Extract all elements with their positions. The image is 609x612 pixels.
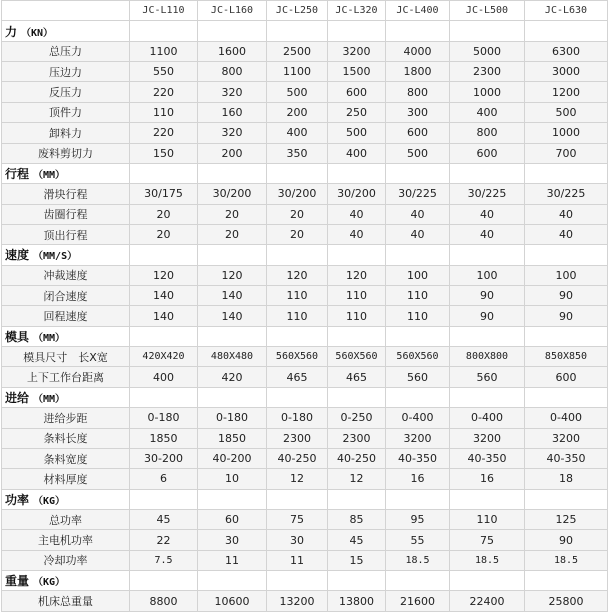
- value-cell: 10600: [198, 591, 267, 611]
- value-cell: 3000: [525, 62, 608, 82]
- value-cell: 800: [198, 62, 267, 82]
- value-cell: 100: [450, 265, 525, 285]
- row-label: 顶件力: [2, 102, 130, 122]
- value-cell: 25800: [525, 591, 608, 611]
- value-cell: 220: [130, 82, 198, 102]
- value-cell: 30/225: [450, 184, 525, 204]
- model-header: JC-L250: [267, 1, 328, 21]
- value-cell: 550: [130, 62, 198, 82]
- section-header-row: [2, 245, 608, 265]
- section-blank-cell: [328, 245, 386, 265]
- value-cell: 800: [386, 82, 450, 102]
- spec-row: [2, 224, 608, 244]
- value-cell: 140: [130, 286, 198, 306]
- section-unit: （KG）: [33, 577, 66, 589]
- value-cell: 90: [525, 530, 608, 550]
- section-unit: （MM）: [33, 394, 66, 405]
- value-cell: 320: [198, 82, 267, 102]
- model-header: JC-L500: [450, 1, 525, 21]
- value-cell: 110: [386, 306, 450, 326]
- value-cell: 30/200: [198, 184, 267, 204]
- section-blank-cell: [267, 326, 328, 346]
- value-cell: 350: [267, 143, 328, 163]
- section-blank-cell: [525, 387, 608, 407]
- value-cell: 140: [198, 306, 267, 326]
- section-blank-cell: [198, 571, 267, 591]
- section-unit: （KN）: [21, 27, 54, 39]
- section-blank-cell: [198, 245, 267, 265]
- value-cell: 400: [130, 367, 198, 387]
- value-cell: 10: [198, 469, 267, 489]
- section-blank-cell: [386, 326, 450, 346]
- value-cell: 400: [267, 123, 328, 143]
- value-cell: 75: [267, 509, 328, 529]
- value-cell: 320: [198, 123, 267, 143]
- section-header-row: [2, 163, 608, 183]
- value-cell: 45: [328, 530, 386, 550]
- value-cell: 1100: [130, 41, 198, 61]
- value-cell: 7.5: [130, 550, 198, 570]
- value-cell: 95: [386, 509, 450, 529]
- value-cell: 0-400: [450, 408, 525, 428]
- value-cell: 18.5: [525, 550, 608, 570]
- value-cell: 30: [198, 530, 267, 550]
- spec-row: [2, 448, 608, 468]
- row-label: 废料剪切力: [2, 143, 130, 163]
- spec-row: [2, 408, 608, 428]
- spec-row: [2, 123, 608, 143]
- value-cell: 3200: [328, 41, 386, 61]
- section-blank-cell: [386, 489, 450, 509]
- value-cell: 16: [450, 469, 525, 489]
- value-cell: 3200: [450, 428, 525, 448]
- row-label: 总压力: [2, 41, 130, 61]
- section-title: [2, 489, 130, 509]
- value-cell: 125: [525, 509, 608, 529]
- row-label: 冲裁速度: [2, 265, 130, 285]
- section-blank-cell: [450, 163, 525, 183]
- value-cell: 20: [198, 204, 267, 224]
- value-cell: 560: [450, 367, 525, 387]
- row-label: 上下工作台距离: [2, 367, 130, 387]
- section-blank-cell: [130, 326, 198, 346]
- row-label: 进给步距: [2, 408, 130, 428]
- section-title: [2, 163, 130, 183]
- section-header-row: [2, 21, 608, 41]
- spec-row: [2, 102, 608, 122]
- section-header-row: [2, 489, 608, 509]
- section-blank-cell: [198, 326, 267, 346]
- section-blank-cell: [328, 163, 386, 183]
- section-blank-cell: [386, 387, 450, 407]
- value-cell: 18: [525, 469, 608, 489]
- value-cell: 600: [525, 367, 608, 387]
- value-cell: 0-180: [198, 408, 267, 428]
- section-blank-cell: [525, 489, 608, 509]
- section-blank-cell: [450, 21, 525, 41]
- value-cell: 30/225: [386, 184, 450, 204]
- section-blank-cell: [267, 21, 328, 41]
- value-cell: 20: [130, 204, 198, 224]
- value-cell: 30/225: [525, 184, 608, 204]
- value-cell: 4000: [386, 41, 450, 61]
- section-blank-cell: [130, 489, 198, 509]
- value-cell: 150: [130, 143, 198, 163]
- row-label: 顶出行程: [2, 224, 130, 244]
- spec-table: [1, 0, 608, 612]
- section-title: [2, 387, 130, 407]
- value-cell: 18.5: [386, 550, 450, 570]
- spec-row: [2, 367, 608, 387]
- value-cell: 30-200: [130, 448, 198, 468]
- section-title: [2, 21, 130, 41]
- value-cell: 90: [525, 286, 608, 306]
- spec-row: [2, 265, 608, 285]
- section-title: [2, 245, 130, 265]
- value-cell: 110: [267, 306, 328, 326]
- row-label: 模具尺寸 长X宽: [2, 347, 130, 367]
- value-cell: 400: [450, 102, 525, 122]
- value-cell: 300: [386, 102, 450, 122]
- spec-row: [2, 204, 608, 224]
- section-blank-cell: [328, 387, 386, 407]
- value-cell: 120: [328, 265, 386, 285]
- section-blank-cell: [328, 489, 386, 509]
- value-cell: 40: [450, 224, 525, 244]
- section-blank-cell: [328, 326, 386, 346]
- value-cell: 250: [328, 102, 386, 122]
- value-cell: 11: [198, 550, 267, 570]
- value-cell: 11: [267, 550, 328, 570]
- row-label: 滑块行程: [2, 184, 130, 204]
- section-blank-cell: [450, 387, 525, 407]
- value-cell: 420: [198, 367, 267, 387]
- value-cell: 120: [130, 265, 198, 285]
- row-label: 冷却功率: [2, 550, 130, 570]
- section-unit: （KG）: [33, 495, 66, 507]
- section-blank-cell: [386, 571, 450, 591]
- section-header-row: [2, 387, 608, 407]
- model-header: JC-L630: [525, 1, 608, 21]
- value-cell: 1500: [328, 62, 386, 82]
- value-cell: 12: [267, 469, 328, 489]
- value-cell: 75: [450, 530, 525, 550]
- section-blank-cell: [386, 21, 450, 41]
- section-blank-cell: [450, 489, 525, 509]
- section-blank-cell: [267, 489, 328, 509]
- value-cell: 40-250: [267, 448, 328, 468]
- section-blank-cell: [525, 21, 608, 41]
- value-cell: 110: [328, 306, 386, 326]
- value-cell: 800: [450, 123, 525, 143]
- spec-row: [2, 550, 608, 570]
- row-label: 主电机功率: [2, 530, 130, 550]
- value-cell: 600: [450, 143, 525, 163]
- value-cell: 110: [386, 286, 450, 306]
- value-cell: 40-250: [328, 448, 386, 468]
- row-label: 卸料力: [2, 123, 130, 143]
- value-cell: 12: [328, 469, 386, 489]
- value-cell: 2300: [328, 428, 386, 448]
- section-blank-cell: [198, 163, 267, 183]
- section-unit: （MM）: [33, 170, 66, 182]
- model-header: JC-L320: [328, 1, 386, 21]
- spec-row: [2, 41, 608, 61]
- section-title: [2, 326, 130, 346]
- value-cell: 700: [525, 143, 608, 163]
- value-cell: 3200: [386, 428, 450, 448]
- spec-row: [2, 347, 608, 367]
- value-cell: 40: [386, 224, 450, 244]
- row-label: 条料长度: [2, 428, 130, 448]
- value-cell: 40-350: [525, 448, 608, 468]
- section-blank-cell: [525, 571, 608, 591]
- value-cell: 0-250: [328, 408, 386, 428]
- value-cell: 85: [328, 509, 386, 529]
- value-cell: 90: [450, 286, 525, 306]
- value-cell: 200: [198, 143, 267, 163]
- value-cell: 3200: [525, 428, 608, 448]
- value-cell: 40: [386, 204, 450, 224]
- value-cell: 20: [267, 224, 328, 244]
- value-cell: 45: [130, 509, 198, 529]
- section-blank-cell: [450, 245, 525, 265]
- value-cell: 2300: [450, 62, 525, 82]
- spec-row: [2, 591, 608, 611]
- section-title-text: 重量: [5, 574, 30, 589]
- section-title-text: 功率: [5, 492, 30, 507]
- value-cell: 200: [267, 102, 328, 122]
- value-cell: 40-350: [450, 448, 525, 468]
- spec-row: [2, 469, 608, 489]
- value-cell: 1100: [267, 62, 328, 82]
- value-cell: 160: [198, 102, 267, 122]
- value-cell: 500: [267, 82, 328, 102]
- row-label: 总功率: [2, 509, 130, 529]
- value-cell: 5000: [450, 41, 525, 61]
- model-header: JC-L110: [130, 1, 198, 21]
- row-label: 齿圈行程: [2, 204, 130, 224]
- value-cell: 30: [267, 530, 328, 550]
- value-cell: 20: [267, 204, 328, 224]
- value-cell: 40: [525, 224, 608, 244]
- value-cell: 420X420: [130, 347, 198, 367]
- value-cell: 18.5: [450, 550, 525, 570]
- spec-row: [2, 306, 608, 326]
- value-cell: 1000: [525, 123, 608, 143]
- value-cell: 465: [267, 367, 328, 387]
- spec-table-body: [2, 1, 608, 612]
- value-cell: 1200: [525, 82, 608, 102]
- value-cell: 40: [450, 204, 525, 224]
- header-corner: [2, 1, 130, 21]
- section-header-row: [2, 571, 608, 591]
- value-cell: 100: [386, 265, 450, 285]
- value-cell: 40-200: [198, 448, 267, 468]
- value-cell: 600: [386, 123, 450, 143]
- value-cell: 15: [328, 550, 386, 570]
- row-label: 反压力: [2, 82, 130, 102]
- value-cell: 20: [198, 224, 267, 244]
- section-title-text: 力: [5, 24, 18, 39]
- value-cell: 55: [386, 530, 450, 550]
- value-cell: 110: [328, 286, 386, 306]
- value-cell: 0-180: [130, 408, 198, 428]
- value-cell: 1000: [450, 82, 525, 102]
- value-cell: 40: [525, 204, 608, 224]
- value-cell: 1850: [198, 428, 267, 448]
- value-cell: 40: [328, 204, 386, 224]
- value-cell: 110: [267, 286, 328, 306]
- section-blank-cell: [198, 489, 267, 509]
- section-blank-cell: [450, 326, 525, 346]
- value-cell: 22400: [450, 591, 525, 611]
- section-blank-cell: [386, 163, 450, 183]
- section-unit: （MM/S）: [33, 251, 78, 263]
- value-cell: 140: [130, 306, 198, 326]
- section-blank-cell: [130, 21, 198, 41]
- value-cell: 6300: [525, 41, 608, 61]
- value-cell: 465: [328, 367, 386, 387]
- value-cell: 0-400: [525, 408, 608, 428]
- value-cell: 480X480: [198, 347, 267, 367]
- section-blank-cell: [198, 387, 267, 407]
- section-title: [2, 571, 130, 591]
- section-blank-cell: [328, 21, 386, 41]
- value-cell: 2500: [267, 41, 328, 61]
- value-cell: 120: [198, 265, 267, 285]
- section-blank-cell: [525, 245, 608, 265]
- value-cell: 500: [386, 143, 450, 163]
- section-blank-cell: [386, 245, 450, 265]
- section-blank-cell: [267, 387, 328, 407]
- section-title-text: 行程: [5, 167, 30, 182]
- row-label: 机床总重量: [2, 591, 130, 611]
- value-cell: 100: [525, 265, 608, 285]
- value-cell: 560X560: [267, 347, 328, 367]
- value-cell: 110: [130, 102, 198, 122]
- value-cell: 500: [328, 123, 386, 143]
- section-blank-cell: [328, 571, 386, 591]
- section-blank-cell: [267, 163, 328, 183]
- value-cell: 21600: [386, 591, 450, 611]
- value-cell: 90: [525, 306, 608, 326]
- value-cell: 40: [328, 224, 386, 244]
- value-cell: 30/175: [130, 184, 198, 204]
- row-label: 条料宽度: [2, 448, 130, 468]
- value-cell: 850X850: [525, 347, 608, 367]
- spec-row: [2, 184, 608, 204]
- value-cell: 500: [525, 102, 608, 122]
- section-blank-cell: [130, 387, 198, 407]
- value-cell: 40-350: [386, 448, 450, 468]
- value-cell: 20: [130, 224, 198, 244]
- value-cell: 560X560: [386, 347, 450, 367]
- row-label: 闭合速度: [2, 286, 130, 306]
- value-cell: 1800: [386, 62, 450, 82]
- section-blank-cell: [267, 571, 328, 591]
- section-blank-cell: [267, 245, 328, 265]
- value-cell: 140: [198, 286, 267, 306]
- section-blank-cell: [525, 163, 608, 183]
- section-unit: （MM）: [33, 332, 66, 344]
- spec-row: [2, 286, 608, 306]
- section-blank-cell: [525, 326, 608, 346]
- value-cell: 2300: [267, 428, 328, 448]
- value-cell: 0-400: [386, 408, 450, 428]
- spec-row: [2, 62, 608, 82]
- value-cell: 400: [328, 143, 386, 163]
- value-cell: 110: [450, 509, 525, 529]
- section-title-text: 模具: [5, 329, 30, 344]
- value-cell: 220: [130, 123, 198, 143]
- value-cell: 1850: [130, 428, 198, 448]
- value-cell: 560: [386, 367, 450, 387]
- value-cell: 16: [386, 469, 450, 489]
- value-cell: 22: [130, 530, 198, 550]
- spec-row: [2, 509, 608, 529]
- value-cell: 6: [130, 469, 198, 489]
- row-label: 材料厚度: [2, 469, 130, 489]
- value-cell: 800X800: [450, 347, 525, 367]
- row-label: 回程速度: [2, 306, 130, 326]
- spec-row: [2, 82, 608, 102]
- spec-row: [2, 428, 608, 448]
- value-cell: 13800: [328, 591, 386, 611]
- value-cell: 60: [198, 509, 267, 529]
- spec-row: [2, 530, 608, 550]
- section-blank-cell: [130, 163, 198, 183]
- value-cell: 30/200: [328, 184, 386, 204]
- value-cell: 120: [267, 265, 328, 285]
- value-cell: 600: [328, 82, 386, 102]
- section-title-text: 速度: [5, 248, 30, 263]
- section-header-row: [2, 326, 608, 346]
- value-cell: 8800: [130, 591, 198, 611]
- section-title-text: 进给: [5, 391, 30, 405]
- value-cell: 90: [450, 306, 525, 326]
- value-cell: 560X560: [328, 347, 386, 367]
- header-row: [2, 1, 608, 21]
- section-blank-cell: [450, 571, 525, 591]
- model-header: JC-L400: [386, 1, 450, 21]
- value-cell: 13200: [267, 591, 328, 611]
- section-blank-cell: [130, 571, 198, 591]
- row-label: 压边力: [2, 62, 130, 82]
- spec-row: [2, 143, 608, 163]
- section-blank-cell: [130, 245, 198, 265]
- value-cell: 1600: [198, 41, 267, 61]
- section-blank-cell: [198, 21, 267, 41]
- value-cell: 30/200: [267, 184, 328, 204]
- model-header: JC-L160: [198, 1, 267, 21]
- value-cell: 0-180: [267, 408, 328, 428]
